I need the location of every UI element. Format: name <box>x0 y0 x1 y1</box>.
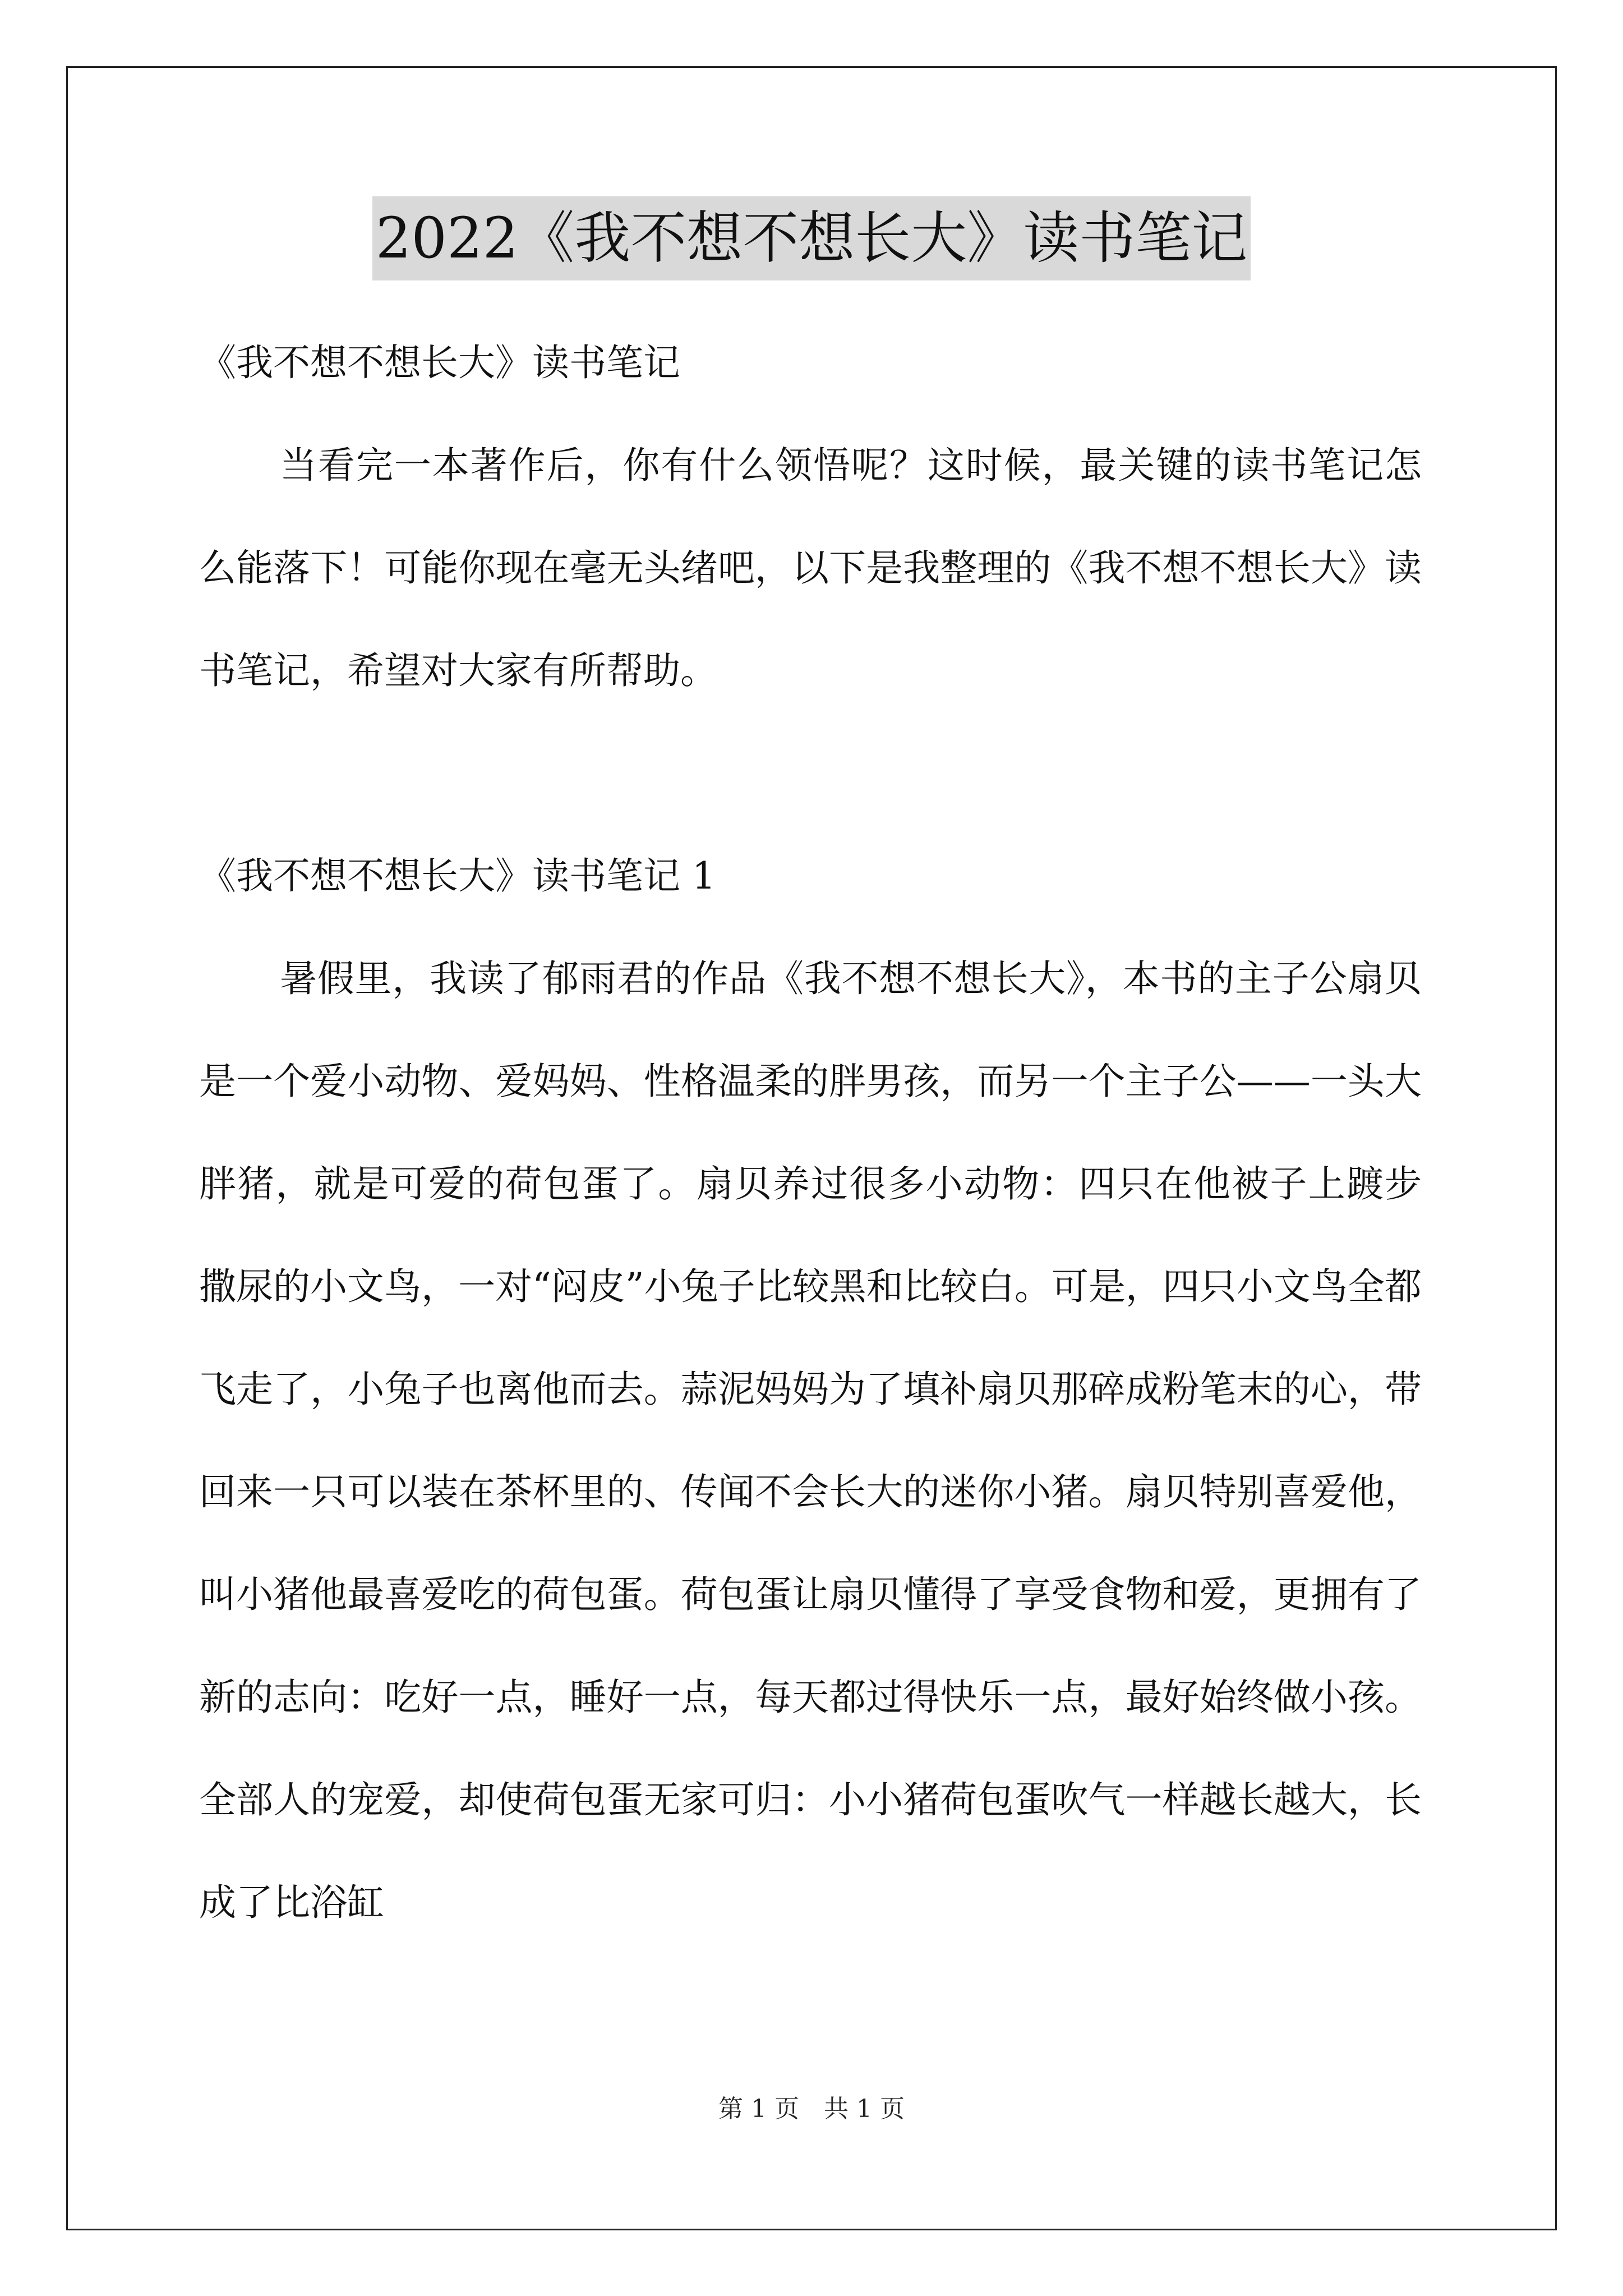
section-1-heading: 《我不想不想长大》读书笔记 1 <box>199 854 716 898</box>
page-number: 第 1 页 <box>718 2095 799 2123</box>
document-body <box>199 311 1422 1954</box>
page-footer <box>0 2092 1623 2126</box>
title-container <box>0 196 1623 280</box>
paragraph-gap <box>199 722 1422 825</box>
intro-paragraph: 当看完一本著作后，你有什么领悟呢？这时候，最关键的读书笔记怎么能落下！可能你现在毫无头绪吧，以下是我整理的《我不想不想长大》读书笔记，希望对大家有所帮助。 <box>199 444 1422 692</box>
document-title: 2022《我不想不想长大》读书笔记 <box>372 196 1251 280</box>
subtitle-heading: 《我不想不想长大》读书笔记 <box>199 341 680 384</box>
section-1-paragraph: 暑假里，我读了郁雨君的作品《我不想不想长大》，本书的主子公扇贝是一个爱小动物、爱妈妈、性格温柔的胖男孩，而另一个主子公——一头大胖猪，就是可爱的荷包蛋了。扇贝养过很多小动物：四只在他被子上踱步 撒尿的小文鸟，一对“闷皮”小兔子比较黑和比较白。可是，四只小文鸟全都飞走了，小兔子也离他而去。蒜泥妈妈为了填补扇贝那碎成粉笔末的心，带回来一只可以装在茶杯里的、传闻不会长大的迷你小猪。扇贝特别喜爱他，叫小猪他最喜爱吃的荷包蛋。荷包蛋让扇贝懂得了享受食物和爱，更拥有了新的志向：吃好一点，睡好一点，每天都过得快乐一点，最好始终做小孩。全部人的宠爱，却使荷包蛋无家可归：小小猪荷包蛋吹气一样越长越大，长成了比浴缸 <box>199 957 1422 1924</box>
page-total: 共 1 页 <box>824 2095 905 2123</box>
